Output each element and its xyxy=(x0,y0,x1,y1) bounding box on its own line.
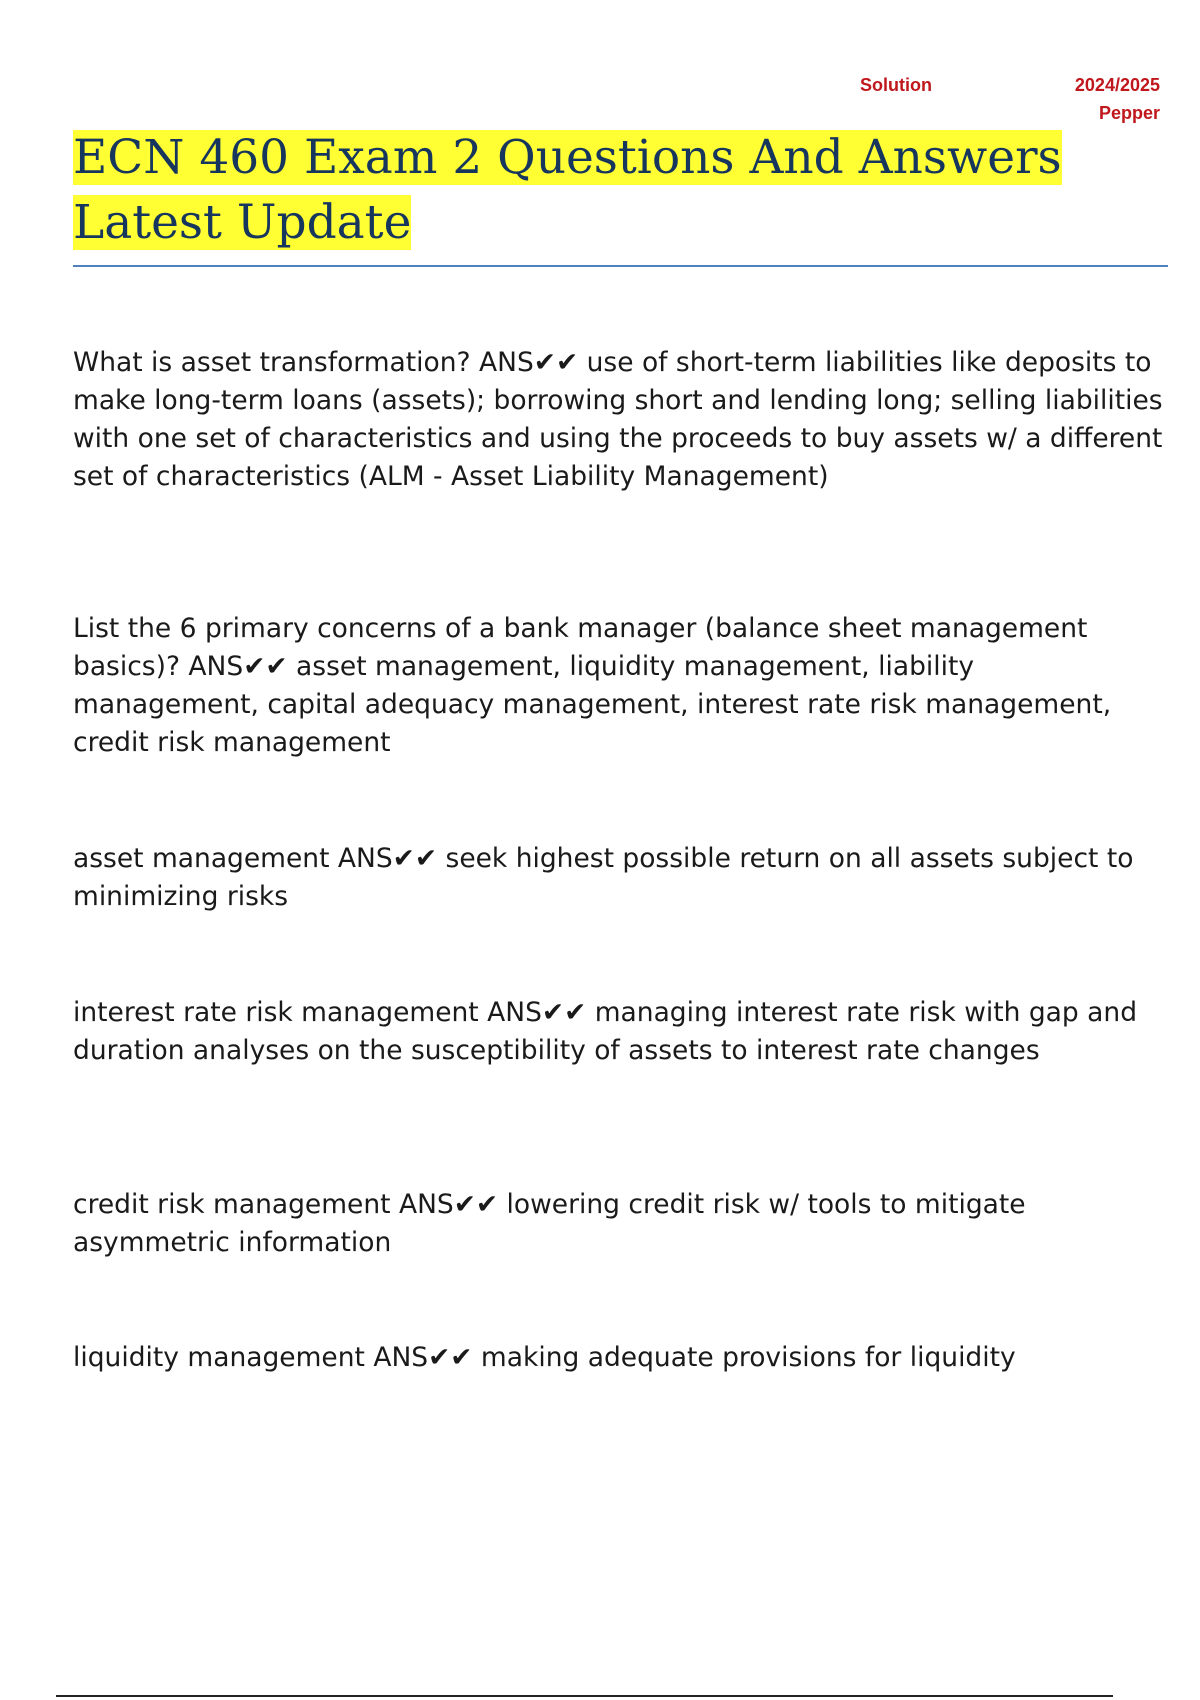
qa-item-asset-management: asset management ANS✔✔ seek highest possible return on all assets subject to minimizing risks xyxy=(73,843,1134,912)
page-title xyxy=(73,125,1168,255)
author-label: Pepper xyxy=(1098,103,1160,123)
header-meta xyxy=(860,70,1160,130)
page-title-text: ECN 460 Exam 2 Questions And Answers Latest Update xyxy=(73,130,1062,250)
footer-divider xyxy=(56,1695,1113,1697)
title-block xyxy=(73,125,1168,267)
year-label: 2024/2025 xyxy=(1074,75,1160,95)
qa-item-asset-transformation: What is asset transformation? ANS✔✔ use of short-term liabilities like deposits to make long-term loans (assets); borrowing short and lending long; selling liabilities with one set of characteristics and using the proceeds to buy assets w/ a different set of characteristics (ALM - Asset Liability Management) xyxy=(73,347,1163,492)
qa-item-liquidity-management: liquidity management ANS✔✔ making adequate provisions for liquidity xyxy=(73,1342,1016,1373)
qa-item-credit-risk: credit risk management ANS✔✔ lowering credit risk w/ tools to mitigate asymmetric information xyxy=(73,1189,1026,1258)
qa-item-bank-manager-concerns: List the 6 primary concerns of a bank manager (balance sheet management basics)? ANS✔✔ asset management, liquidity management, liability management, capital adequacy management, interest rate risk management, credit risk management xyxy=(73,613,1112,758)
qa-item-interest-rate-risk: interest rate risk management ANS✔✔ managing interest rate risk with gap and duration analyses on the susceptibility of assets to interest rate changes xyxy=(73,997,1138,1066)
solution-label: Solution xyxy=(860,75,932,95)
